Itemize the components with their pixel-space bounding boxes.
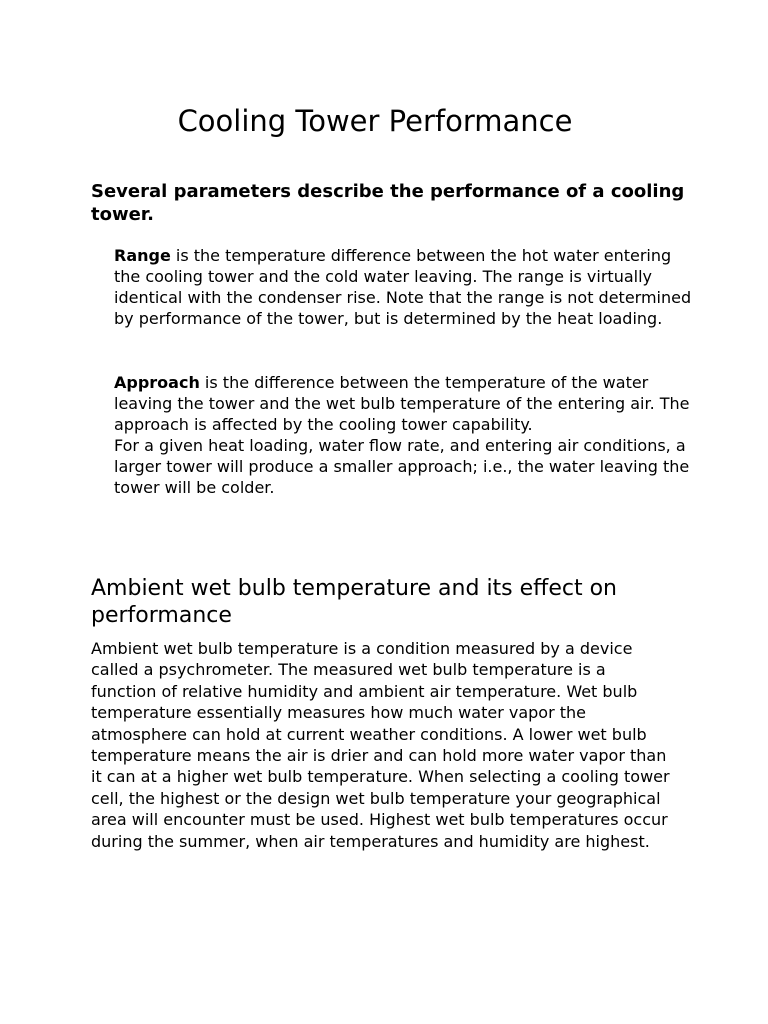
section-body: Ambient wet bulb temperature is a condition measured by a device called a psychrometer. The measured wet bulb temperature is a function of relative humidity and ambient air temperature. Wet bulb temperature essentially measures how much water vapor the atmosphere can hold at current weather conditions. A lower wet bulb temperature means the air is drier and can hold more water vapor than it can at a higher wet bulb temperature. When selecting a cooling tower cell, the highest or the design wet bulb temperature your geographical area will encounter must be used. Highest wet bulb temperatures occur during the summer, when air temperatures and humidity are highest. [91,639,670,851]
approach-term: Approach [114,373,200,392]
section-heading: Ambient wet bulb temperature and its effect on performance [91,576,617,628]
approach-example: For a given heat loading, water flow rate, and entering air conditions, a larger tower will produce a smaller approach; i.e., the water leaving the tower will be colder. [114,436,690,497]
range-term: Range [114,246,171,265]
approach-paragraph [114,372,694,498]
page-title: Cooling Tower Performance [177,104,573,138]
approach-definition: is the difference between the temperature of the water leaving the tower and the wet bulb temperature of the entering air. The approach is affected by the cooling tower capability. [114,373,690,434]
lead-paragraph: Several parameters describe the performance of a cooling tower. [91,181,685,225]
range-paragraph [114,245,694,329]
range-definition: is the temperature difference between the hot water entering the cooling tower and the cold water leaving. The range is virtually identical with the condenser rise. Note that the range is not determined by performance of the tower, but is determined by the heat loading. [114,246,692,328]
